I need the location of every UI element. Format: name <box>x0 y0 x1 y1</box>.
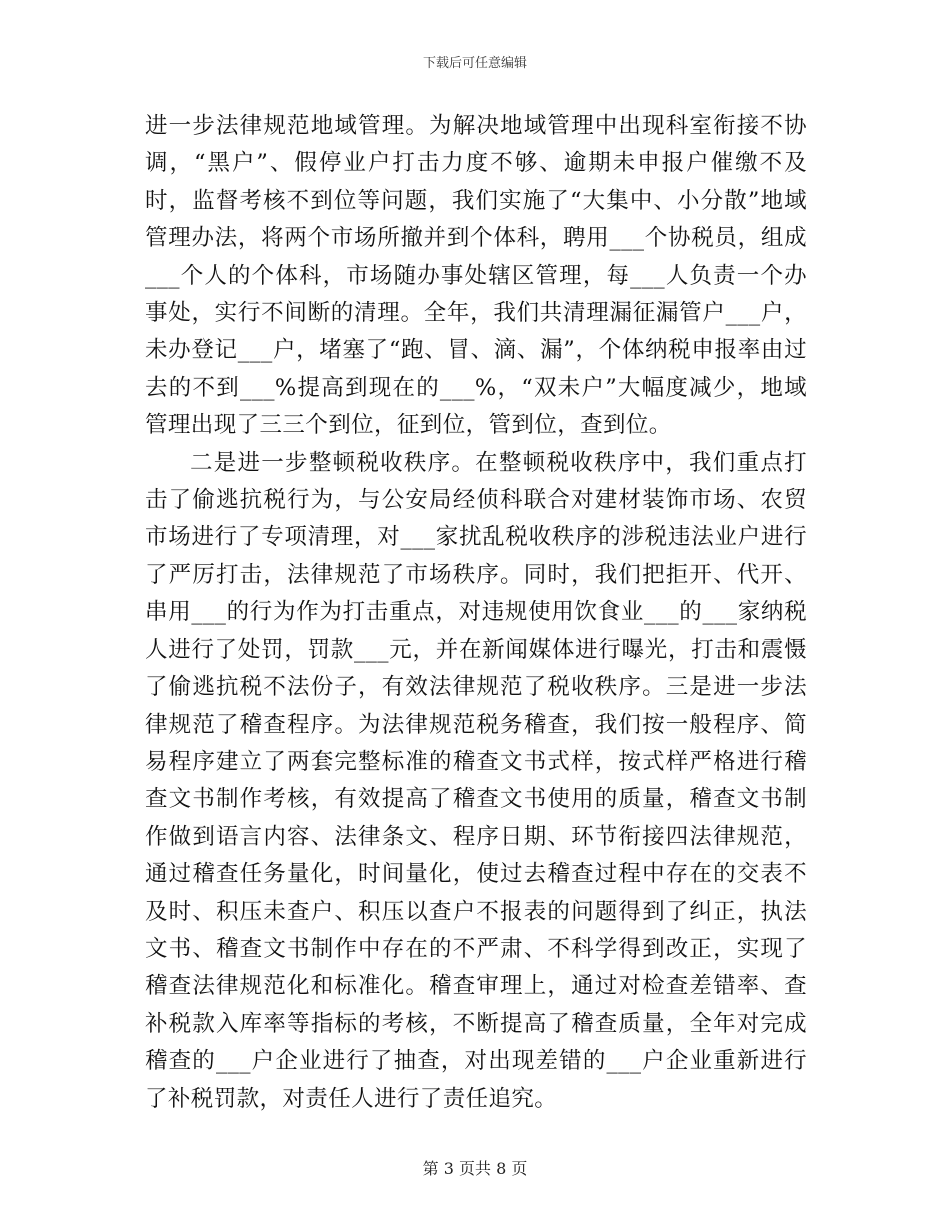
page-header: 下载后可任意编辑 <box>422 56 527 71</box>
document-body <box>145 108 807 1118</box>
page-number: 第 3 页共 8 页 <box>422 1159 528 1178</box>
paragraph-tax-order: 二是进一步整顿税收秩序。在整顿税收秩序中，我们重点打击了偷逃抗税行为，与公安局经侦科联合对建材装饰市场、农贸市场进行了专项清理，对___家扰乱税收秩序的涉税违法业户进行了严厉打击，法律规范了市场秩序。同时，我们把拒开、代开、串用___的行为作为打击重点，对违规使用饮食业___的___家纳税人进行了处罚，罚款___元，并在新闻媒体进行曝光，打击和震慑了偷逃抗税不法份子，有效法律规范了税收秩序。三是进一步法律规范了稽查程序。为法律规范税务稽查，我们按一般程序、简易程序建立了两套完整标准的稽查文书式样，按式样严格进行稽查文书制作考核，有效提高了稽查文书使用的质量，稽查文书制作做到语言内容、法律条文、程序日期、环节衔接四法律规范，通过稽查任务量化，时间量化，使过去稽查过程中存在的交表不及时、积压未查户、积压以查户不报表的问题得到了纠正，执法文书、稽查文书制作中存在的不严肃、不科学得到改正，实现了稽查法律规范化和标准化。稽查审理上，通过对检查差错率、查补税款入库率等指标的考核，不断提高了稽查质量，全年对完成稽查的___户企业进行了抽查，对出现差错的___户企业重新进行了补税罚款，对责任人进行了责任追究。 <box>145 449 807 1112</box>
paragraph-regional-management: 进一步法律规范地域管理。为解决地域管理中出现科室衔接不协调，“黑户”、假停业户打击力度不够、逾期未申报户催缴不及时，监督考核不到位等问题，我们实施了“大集中、小分散”地域管理办法，将两个市场所撤并到个体科，聘用___个协税员，组成___个人的个体科，市场随办事处辖区管理，每___人负责一个办事处，实行不间断的清理。全年，我们共清理漏征漏管户___户，未办登记___户，堵塞了“跑、冒、滴、漏”，个体纳税申报率由过去的不到___%提高到现在的___%，“双未户”大幅度减少，地域管理出现了三三个到位，征到位，管到位，查到位。 <box>145 113 807 439</box>
